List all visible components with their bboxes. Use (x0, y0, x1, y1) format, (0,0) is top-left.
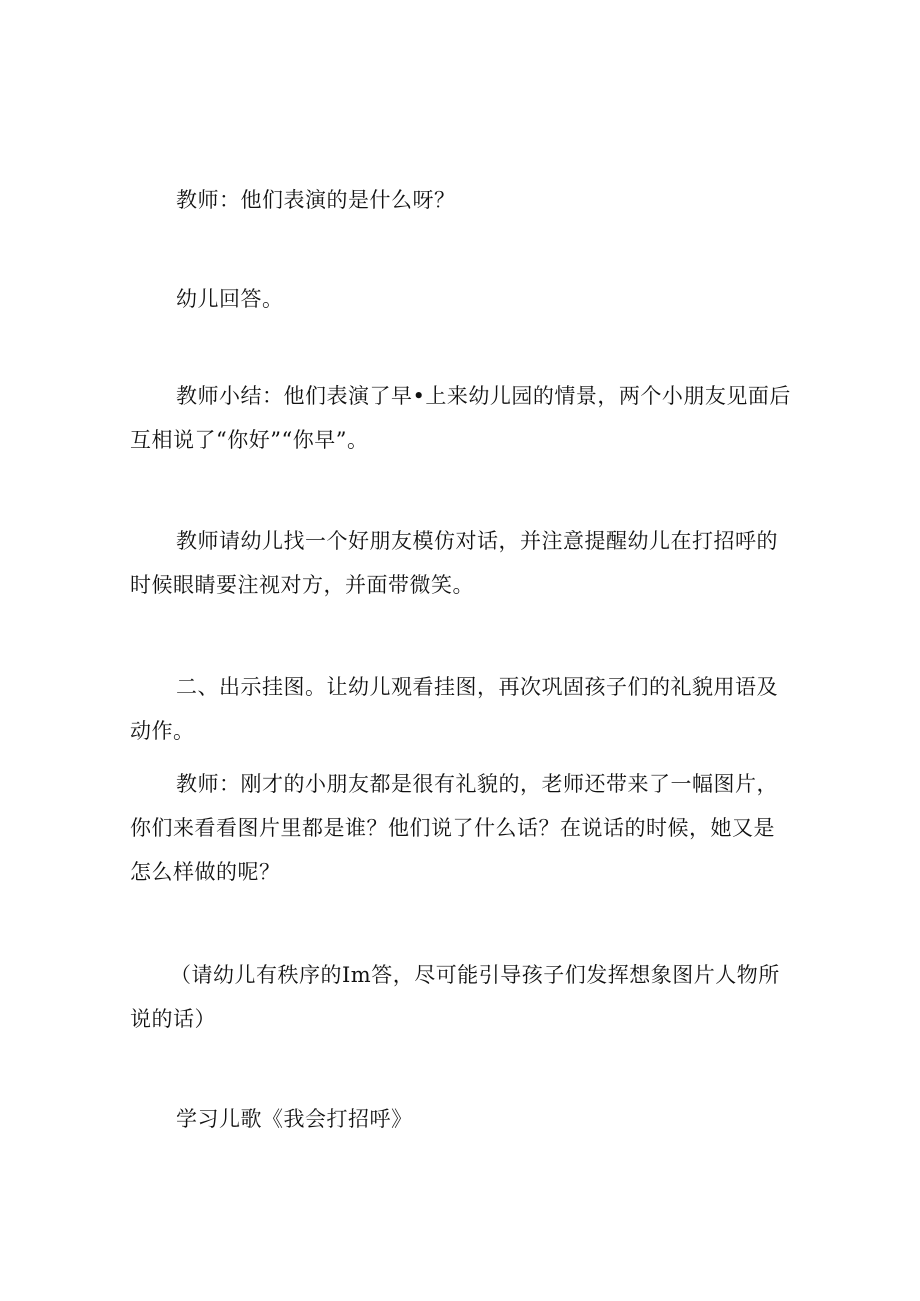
paragraph-show-wall-chart: 二、出示挂图。让幼儿观看挂图，再次巩固孩子们的礼貌用语及动作。 (130, 675, 778, 743)
paragraph-imitate-dialogue: 教师请幼儿找一个好朋友模仿对话，并注意提醒幼儿在打招呼的时候眼睛要注视对方，并面带微笑。 (130, 529, 778, 597)
paragraph-teacher-question: 教师：他们表演的是什么呀？ (176, 188, 456, 212)
paragraph-children-answer: 幼儿回答。 (176, 287, 284, 311)
paragraph-orderly-answer: （请幼儿有秩序的Im答，尽可能引导孩子们发挥想象图片人物所说的话） (130, 963, 780, 1031)
paragraph-teacher-summary: 教师小结：他们表演了早•上来幼儿园的情景，两个小朋友见面后互相说了“你好”“你早”。 (130, 384, 791, 452)
paragraph-learn-song: 学习儿歌《我会打招呼》 (176, 1107, 413, 1131)
paragraph-teacher-picture-question: 教师：刚才的小朋友都是很有礼貌的，老师还带来了一幅图片，你们来看看图片里都是谁？他们说了什么话？在说话的时候，她又是怎么样做的呢？ (130, 772, 778, 884)
